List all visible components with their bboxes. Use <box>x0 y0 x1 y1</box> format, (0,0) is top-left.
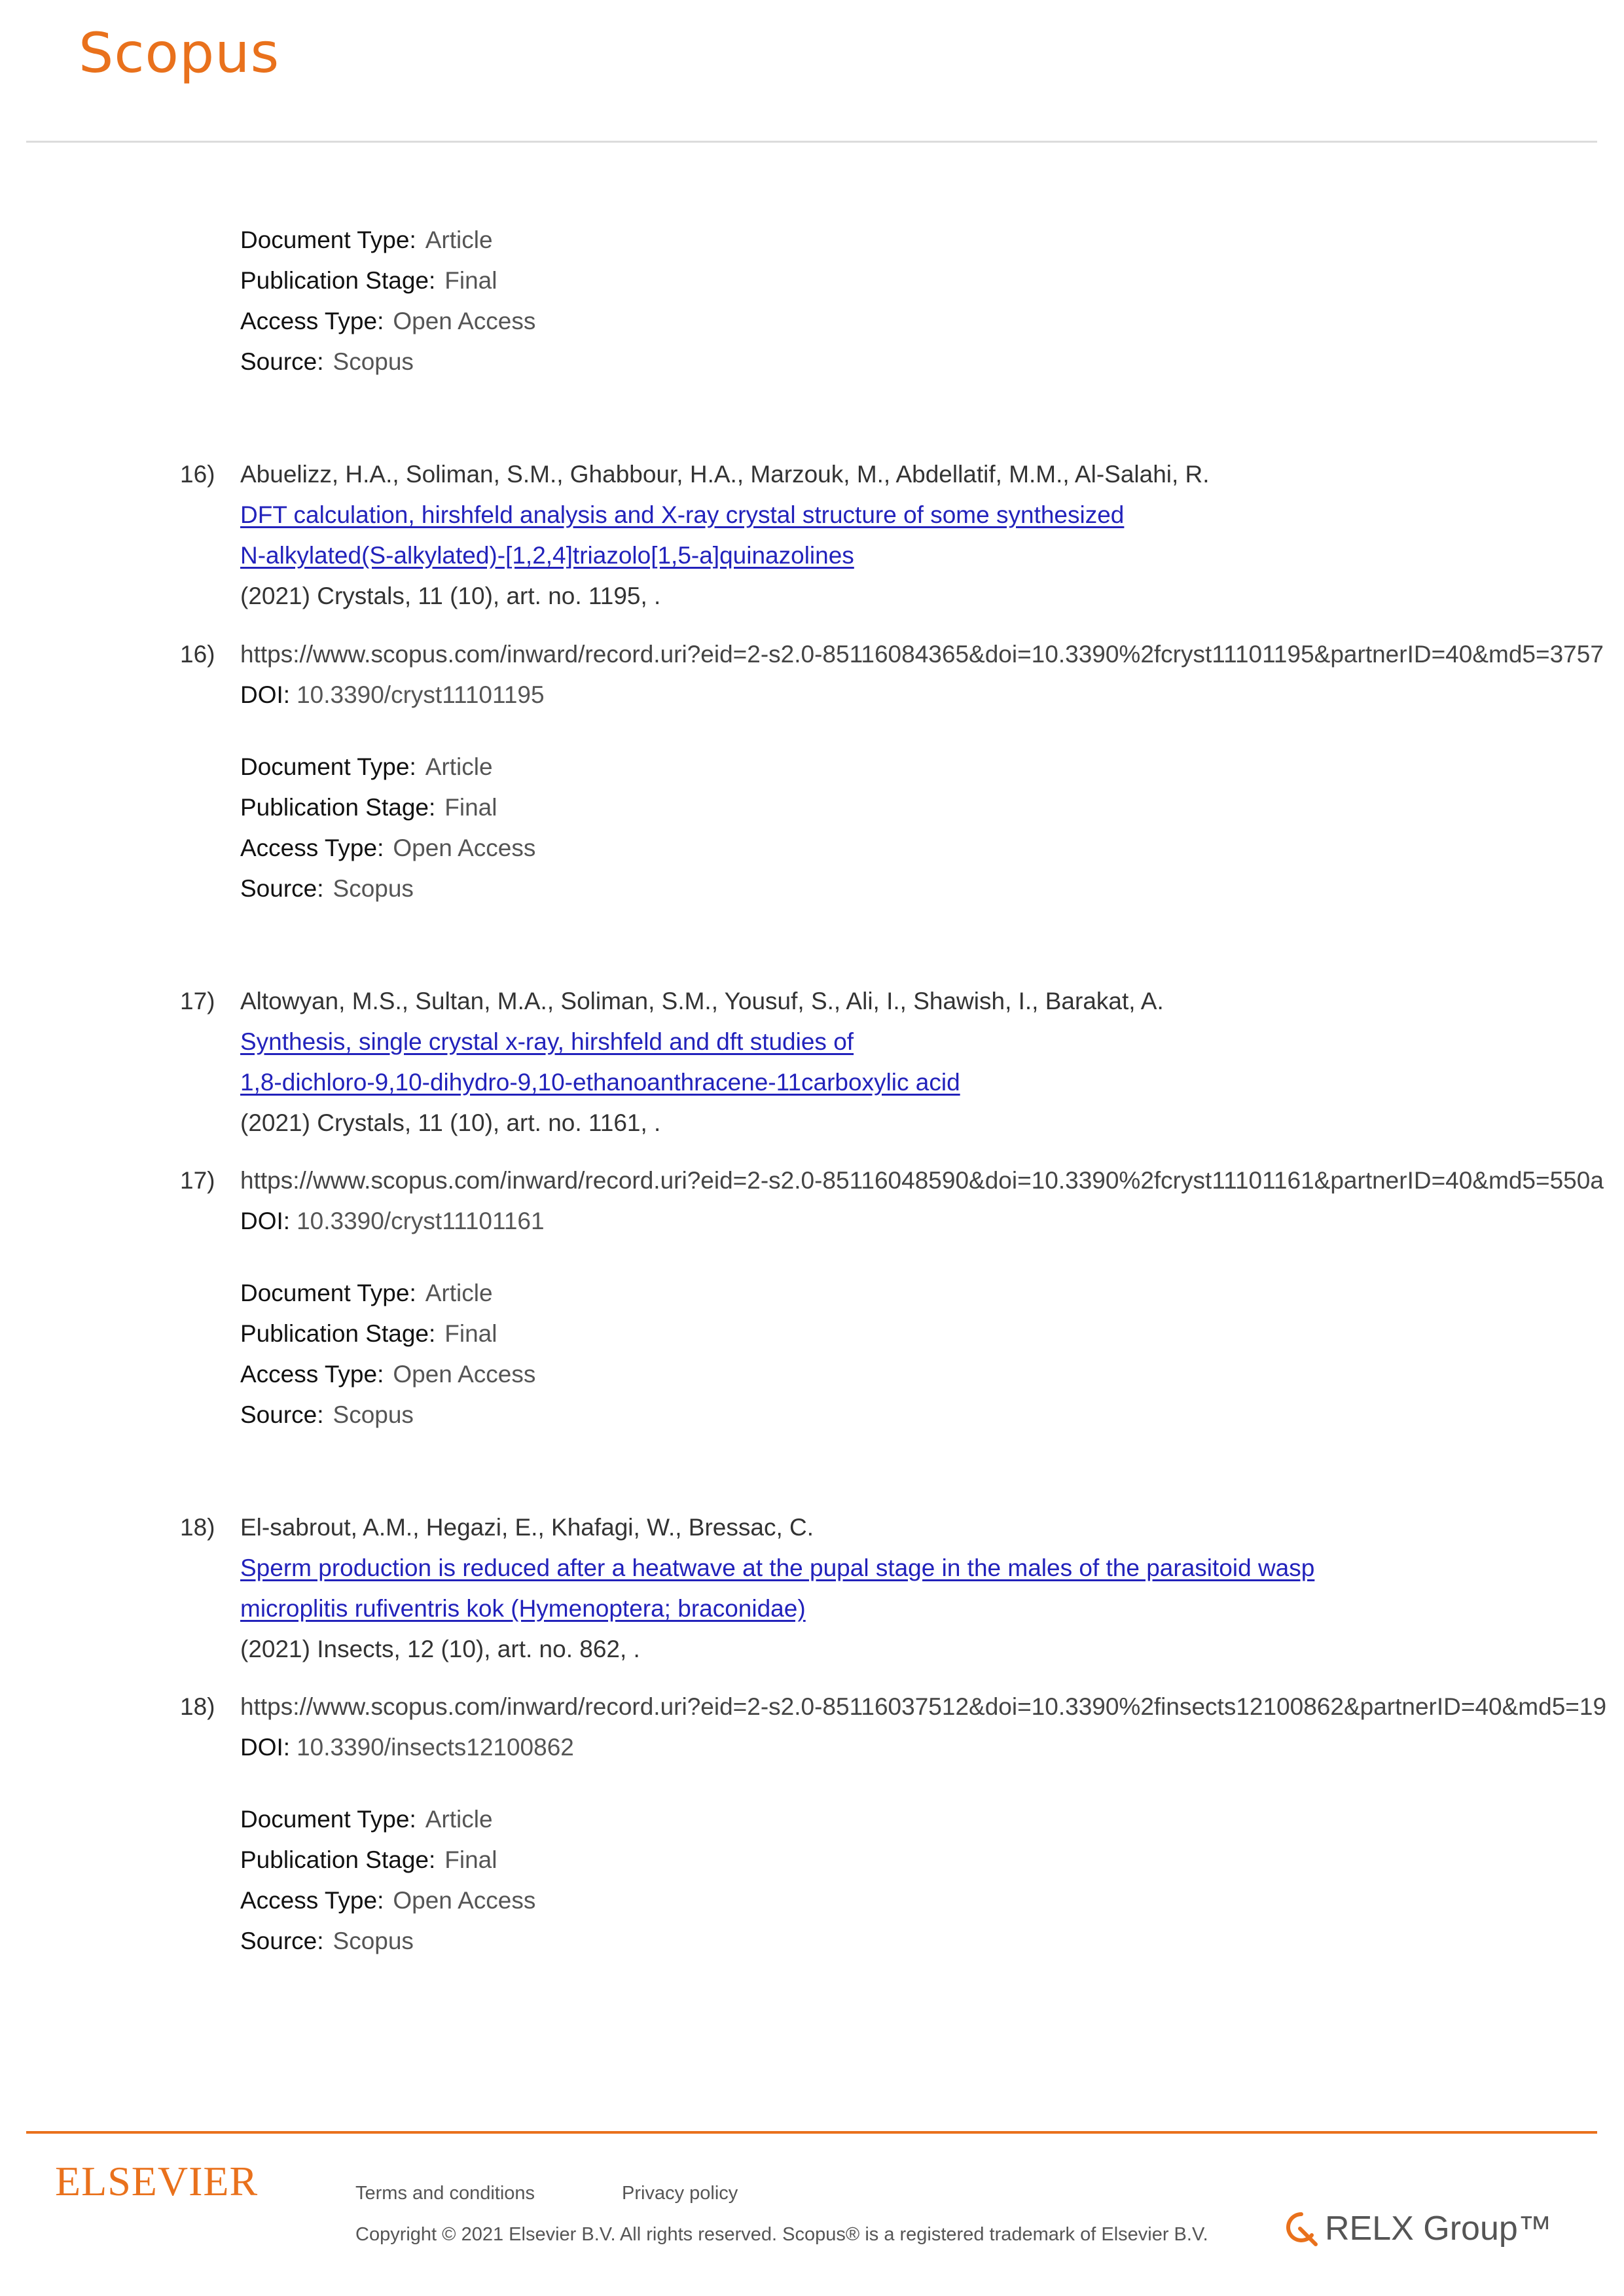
document-type-row: Document Type: Article <box>240 226 493 253</box>
record-title-link-cont[interactable]: 1,8-dichloro-9,10-dihydro-9,10-ethanoanthracene-11carboxylic acid <box>240 1069 960 1096</box>
elsevier-logo[interactable]: ELSEVIER <box>55 2158 259 2204</box>
source-row: Source: Scopus <box>240 1928 414 1954</box>
record-doi: 10.3390/insects12100862 <box>297 1734 574 1761</box>
record-url-number: 17) <box>180 1167 215 1194</box>
scopus-logo[interactable]: Scopus <box>79 21 280 85</box>
record-title-link[interactable]: DFT calculation, hirshfeld analysis and X-ray crystal structure of some synthesized <box>240 501 1125 528</box>
record-authors: Abuelizz, H.A., Soliman, S.M., Ghabbour, H.A., Marzouk, M., Abdellatif, M.M., Al-Salahi, R. <box>240 461 1210 488</box>
access-type-row: Access Type: Open Access <box>240 1361 536 1388</box>
source-row: Source: Scopus <box>240 1401 414 1428</box>
record-authors: El-sabrout, A.M., Hegazi, E., Khafagi, W., Bressac, C. <box>240 1514 814 1541</box>
access-type-row: Access Type: Open Access <box>240 308 536 334</box>
record-citation: (2021) Crystals, 11 (10), art. no. 1161, . <box>240 1109 661 1136</box>
record-url[interactable]: https://www.scopus.com/inward/record.uri?eid=2-s2.0-85116048590&doi=10.3390%2fcryst11101161&partnerID=40&md5=550a <box>240 1167 1604 1194</box>
relx-mark-icon <box>1282 2209 1321 2248</box>
copyright-text: Copyright © 2021 Elsevier B.V. All rights reserved. Scopus® is a registered trademark of Elsevier B.V. <box>355 2224 1208 2245</box>
record-url-number: 16) <box>180 641 215 668</box>
publication-stage-row: Publication Stage: Final <box>240 794 497 821</box>
document-type-row: Document Type: Article <box>240 1280 493 1306</box>
source-row: Source: Scopus <box>240 348 414 375</box>
relx-logo[interactable] <box>1282 2206 1552 2251</box>
record-doi-row: DOI: 10.3390/insects12100862 <box>240 1734 574 1761</box>
terms-link[interactable]: Terms and conditions <box>355 2183 535 2204</box>
record-citation: (2021) Crystals, 11 (10), art. no. 1195, . <box>240 583 661 609</box>
record-doi: 10.3390/cryst11101161 <box>297 1208 545 1234</box>
record-doi: 10.3390/cryst11101195 <box>297 681 545 708</box>
record-number: 16) <box>180 461 215 488</box>
publication-stage-row: Publication Stage: Final <box>240 1846 497 1873</box>
relx-text: RELX Group™ <box>1325 2210 1552 2248</box>
record-number: 18) <box>180 1514 215 1541</box>
access-type-row: Access Type: Open Access <box>240 1887 536 1914</box>
record-title-link[interactable]: Sperm production is reduced after a heatwave at the pupal stage in the males of the parasitoid wasp <box>240 1554 1315 1581</box>
record-title-link[interactable]: Synthesis, single crystal x-ray, hirshfeld and dft studies of <box>240 1028 854 1055</box>
header-divider <box>26 141 1597 143</box>
source-row: Source: Scopus <box>240 875 414 902</box>
footer-divider <box>26 2131 1597 2134</box>
record-doi-row: DOI: 10.3390/cryst11101195 <box>240 681 545 708</box>
record-title-link-cont[interactable]: microplitis rufiventris kok (Hymenoptera; braconidae) <box>240 1595 806 1622</box>
record-citation: (2021) Insects, 12 (10), art. no. 862, . <box>240 1636 640 1662</box>
record-title-link-cont[interactable]: N-alkylated(S-alkylated)-[1,2,4]triazolo[1,5-a]quinazolines <box>240 542 854 569</box>
publication-stage-row: Publication Stage: Final <box>240 267 497 294</box>
document-type-value: Article <box>425 226 493 253</box>
document-type-row: Document Type: Article <box>240 753 493 780</box>
access-type-row: Access Type: Open Access <box>240 834 536 861</box>
privacy-link[interactable]: Privacy policy <box>622 2183 738 2204</box>
record-url[interactable]: https://www.scopus.com/inward/record.uri?eid=2-s2.0-85116037512&doi=10.3390%2finsects12100862&partnerID=40&md5=19 <box>240 1693 1607 1720</box>
record-url-number: 18) <box>180 1693 215 1720</box>
record-doi-row: DOI: 10.3390/cryst11101161 <box>240 1208 545 1234</box>
record-url[interactable]: https://www.scopus.com/inward/record.uri?eid=2-s2.0-85116084365&doi=10.3390%2fcryst11101195&partnerID=40&md5=3757 <box>240 641 1604 668</box>
record-authors: Altowyan, M.S., Sultan, M.A., Soliman, S.M., Yousuf, S., Ali, I., Shawish, I., Barakat, A. <box>240 988 1164 1014</box>
publication-stage-row: Publication Stage: Final <box>240 1320 497 1347</box>
document-type-row: Document Type: Article <box>240 1806 493 1833</box>
record-number: 17) <box>180 988 215 1014</box>
